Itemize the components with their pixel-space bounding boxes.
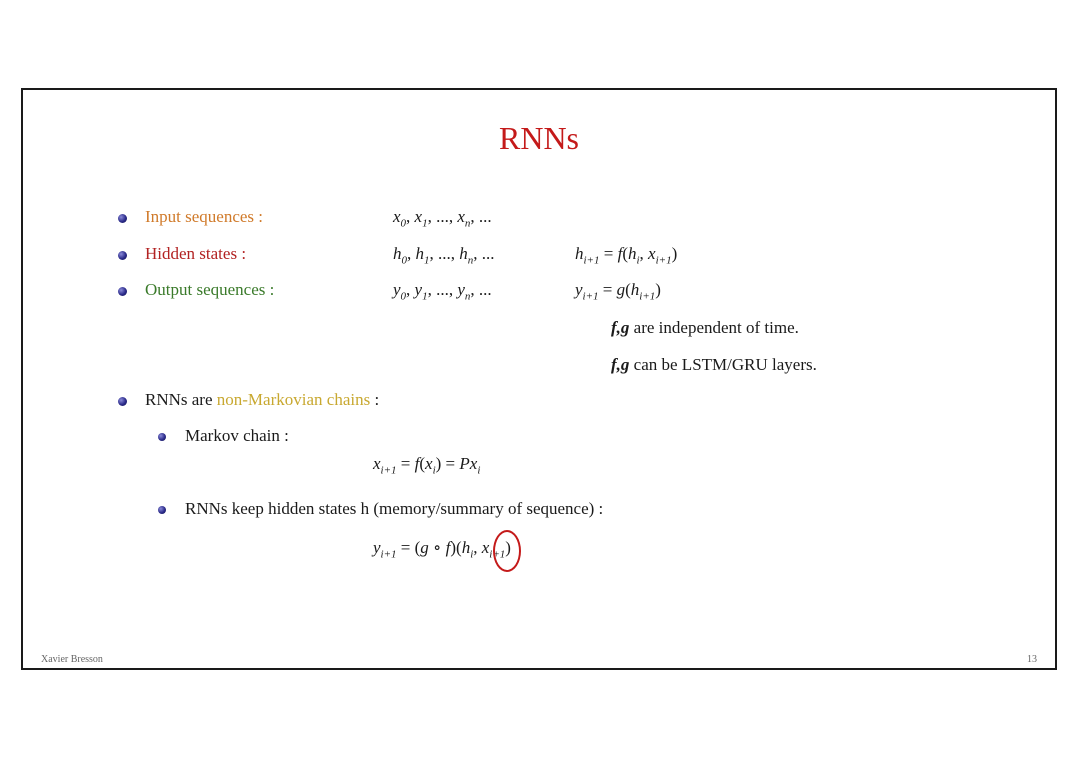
rnn-keep-hidden-label: RNNs keep hidden states h (memory/summary of sequence) : bbox=[185, 499, 604, 518]
fg-layers-note: f,g can be LSTM/GRU layers. bbox=[611, 355, 817, 374]
slide bbox=[21, 88, 1057, 670]
bullet-icon bbox=[118, 397, 127, 406]
sub-bullet-icon bbox=[158, 506, 166, 514]
sub-bullet-icon bbox=[158, 433, 166, 441]
bullet-icon bbox=[118, 214, 127, 223]
output-equation: $y_{i+1} = g(h_{i+1})$ bbox=[575, 280, 661, 303]
highlight-circle-icon bbox=[493, 530, 521, 572]
slide-title: RNNs bbox=[498, 120, 579, 156]
rnn-equation: $y_{i+1} = (g$ ∘ $f)(h_i$, $x_{i+1}$) bbox=[373, 538, 511, 561]
input-sequences-label: Input sequences : bbox=[145, 207, 264, 226]
hidden-sequence-math: $h_0$, $h_1$, ..., $h_n$, ... bbox=[393, 244, 495, 267]
input-sequence-math: $x_0$, $x_1$, ..., $x_n$, ... bbox=[393, 207, 492, 230]
output-sequence-math: $y_0$, $y_1$, ..., $y_n$, ... bbox=[393, 280, 492, 303]
fg-independent-note: f,g are independent of time. bbox=[611, 318, 799, 337]
bullet-icon bbox=[118, 287, 127, 296]
bullet-icon bbox=[118, 251, 127, 260]
markov-equation: $x_{i+1} = f(x_i) = Px_i$ bbox=[373, 454, 481, 477]
markov-chain-label: Markov chain : bbox=[185, 426, 289, 445]
hidden-states-label: Hidden states : bbox=[145, 244, 247, 263]
footer-page-number: 13 bbox=[1027, 654, 1037, 665]
footer-author: Xavier Bresson bbox=[41, 654, 103, 665]
output-sequences-label: Output sequences : bbox=[145, 280, 275, 299]
rnn-nonmarkovian-bullet: RNNs are non-Markovian chains : bbox=[145, 390, 380, 409]
hidden-update-equation: $h_{i+1} = f(h_i$, $x_{i+1}$) bbox=[575, 244, 678, 267]
